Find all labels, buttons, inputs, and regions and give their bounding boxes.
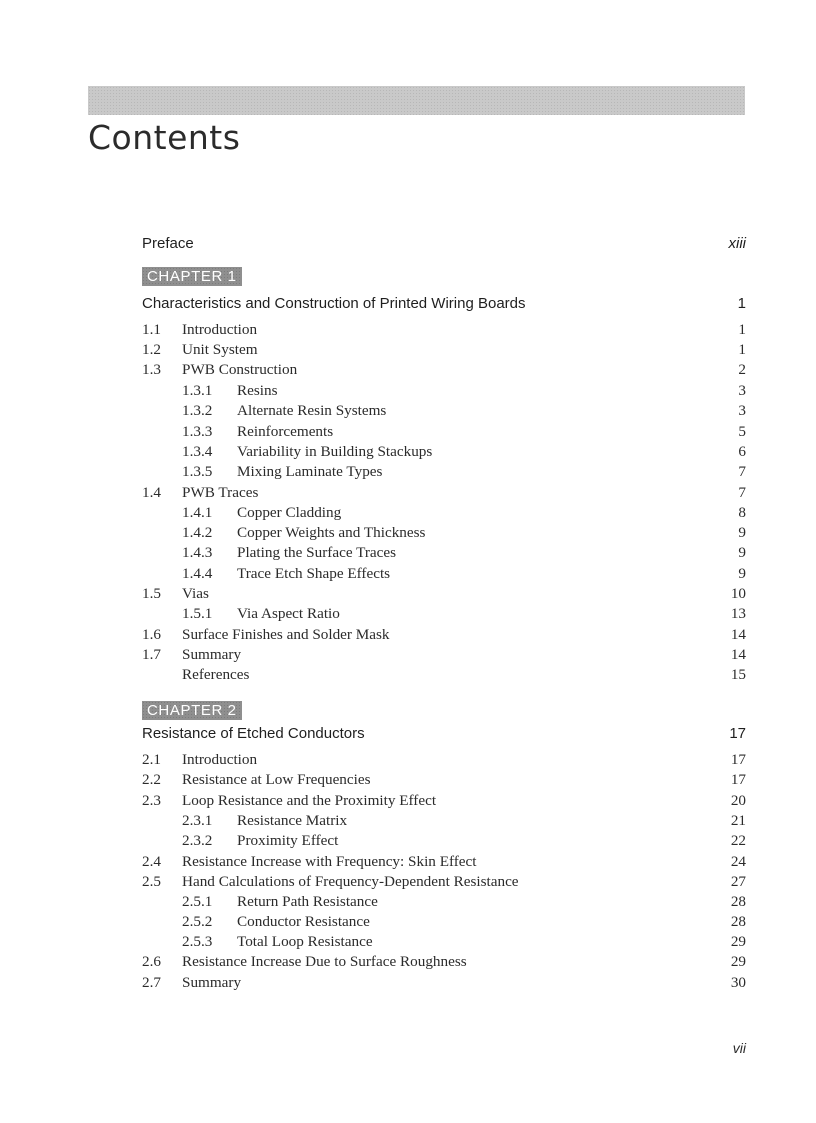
toc-entry[interactable] [0,442,816,462]
toc-page: 9 [738,524,746,541]
toc-entry[interactable] [0,952,816,972]
toc-title: References [182,666,250,683]
page-title: Contents [88,118,241,157]
toc-page: 14 [730,626,746,643]
toc-title: PWB Construction [182,361,298,378]
toc-number: 2.6 [142,953,161,970]
toc-number: 1.4.3 [182,544,213,561]
toc-entry[interactable] [0,892,816,912]
chapter-badge-2: CHAPTER 2 [142,701,242,720]
header-band [88,86,745,115]
toc-title: Hand Calculations of Frequency-Dependent Resistance [182,873,519,890]
toc-entry[interactable] [0,645,816,665]
toc-entry[interactable] [0,483,816,503]
toc-number: 2.5.1 [182,893,213,910]
toc-page: 30 [730,974,746,991]
toc-entry[interactable] [0,340,816,360]
page-number: vii [732,1040,746,1056]
toc-number: 1.3 [142,361,161,378]
toc-entry[interactable] [0,770,816,790]
toc-number: 1.3.4 [182,443,213,460]
toc-page: 14 [730,646,746,663]
toc-page: 8 [738,504,746,521]
toc-entry[interactable] [0,523,816,543]
toc-number: 1.4 [142,484,161,501]
toc-title: Alternate Resin Systems [237,402,387,419]
toc-entry[interactable] [0,401,816,421]
toc-entry[interactable] [0,791,816,811]
toc-page: 7 [738,463,746,480]
toc-number: 1.3.1 [182,382,213,399]
toc-number: 2.3.2 [182,832,213,849]
toc-title: Reinforcements [237,423,334,440]
toc-number: 2.1 [142,751,161,768]
toc-title: Resistance Increase Due to Surface Roughness [182,953,467,970]
toc-title: Return Path Resistance [237,893,378,910]
toc-title: Resistance Increase with Frequency: Skin Effect [182,853,477,870]
toc-entry[interactable] [0,381,816,401]
toc-title: Trace Etch Shape Effects [237,565,391,582]
toc-entry[interactable] [0,543,816,563]
toc-title: Vias [182,585,209,602]
toc-page: 17 [730,751,746,768]
toc-page: 27 [730,873,746,890]
toc-title: PWB Traces [182,484,259,501]
toc-title: Proximity Effect [237,832,339,849]
toc-entry[interactable] [0,912,816,932]
toc-number: 1.3.2 [182,402,213,419]
toc-title: Conductor Resistance [237,913,370,930]
toc-title: Summary [182,974,242,991]
toc-page: 1 [738,341,746,358]
toc-title: Copper Cladding [237,504,342,521]
toc-number: 1.2 [142,341,161,358]
toc-title: Resistance Matrix [237,812,348,829]
toc-page: 6 [738,443,746,460]
toc-entry[interactable] [0,872,816,892]
toc-page: 29 [730,953,746,970]
toc-number: 2.5.3 [182,933,213,950]
toc-entry[interactable] [0,831,816,851]
toc-number: 2.3.1 [182,812,213,829]
toc-title: Resistance of Etched Conductors [142,725,365,742]
toc-page: 7 [738,484,746,501]
toc-page: 10 [730,585,746,602]
toc-page: 2 [738,361,746,378]
toc-page: xiii [728,235,746,252]
toc-entry[interactable] [0,932,816,952]
toc-entry[interactable] [0,564,816,584]
toc-title: Via Aspect Ratio [237,605,340,622]
toc-number: 2.3 [142,792,161,809]
toc-entry[interactable] [0,750,816,770]
toc-page: 28 [730,913,746,930]
toc-page: 3 [738,402,746,419]
toc-title: Summary [182,646,242,663]
toc-entry[interactable] [0,852,816,872]
toc-page: 17 [730,771,746,788]
toc-chapter-1-title[interactable] [0,294,816,314]
toc-number: 1.4.1 [182,504,213,521]
toc-page: 21 [730,812,746,829]
toc-number: 1.4.2 [182,524,213,541]
toc-number: 2.4 [142,853,161,870]
toc-title: Mixing Laminate Types [237,463,383,480]
toc-title: Variability in Building Stackups [237,443,433,460]
toc-title: Resistance at Low Frequencies [182,771,371,788]
toc-page: 24 [730,853,746,870]
toc-number: 2.2 [142,771,161,788]
toc-page: 28 [730,893,746,910]
toc-title: Preface [142,235,194,252]
toc-entry[interactable] [0,584,816,604]
toc-page: 3 [738,382,746,399]
toc-page: 1 [738,321,746,338]
toc-entry-references[interactable] [0,665,816,685]
toc-number: 2.7 [142,974,161,991]
toc-page: 1 [737,295,746,312]
toc-page: 29 [730,933,746,950]
toc-entry[interactable] [0,811,816,831]
toc-title: Copper Weights and Thickness [237,524,426,541]
toc-entry[interactable] [0,422,816,442]
toc-entry[interactable] [0,604,816,624]
toc-page: 5 [738,423,746,440]
toc-title: Plating the Surface Traces [237,544,397,561]
toc-number: 2.5 [142,873,161,890]
toc-title: Loop Resistance and the Proximity Effect [182,792,437,809]
toc-entry[interactable] [0,320,816,340]
toc-chapter-2-title[interactable] [0,724,816,744]
toc-number: 2.5.2 [182,913,213,930]
toc-page: 20 [730,792,746,809]
toc-title: Introduction [182,751,258,768]
toc-number: 1.7 [142,646,161,663]
toc-title: Introduction [182,321,258,338]
toc-number: 1.5.1 [182,605,213,622]
toc-number: 1.1 [142,321,161,338]
chapter-badge-1: CHAPTER 1 [142,267,242,286]
toc-title: Unit System [182,341,258,358]
toc-entry[interactable] [0,503,816,523]
toc-page: 13 [730,605,746,622]
toc-page: 22 [730,832,746,849]
toc-number: 1.6 [142,626,161,643]
toc-number: 1.3.3 [182,423,213,440]
toc-number: 1.4.4 [182,565,213,582]
toc-page: 15 [730,666,746,683]
toc-number: 1.5 [142,585,161,602]
toc-number: 1.3.5 [182,463,213,480]
toc-page: 9 [738,544,746,561]
toc-entry[interactable] [0,625,816,645]
toc-page: 17 [729,725,746,742]
toc-title: Resins [237,382,278,399]
toc-entry[interactable] [0,462,816,482]
toc-entry[interactable] [0,360,816,380]
toc-preface[interactable] [0,234,816,254]
toc-page: 9 [738,565,746,582]
toc-title: Total Loop Resistance [237,933,373,950]
toc-title: Surface Finishes and Solder Mask [182,626,390,643]
toc-title: Characteristics and Construction of Printed Wiring Boards [142,295,526,312]
toc-entry[interactable] [0,973,816,993]
